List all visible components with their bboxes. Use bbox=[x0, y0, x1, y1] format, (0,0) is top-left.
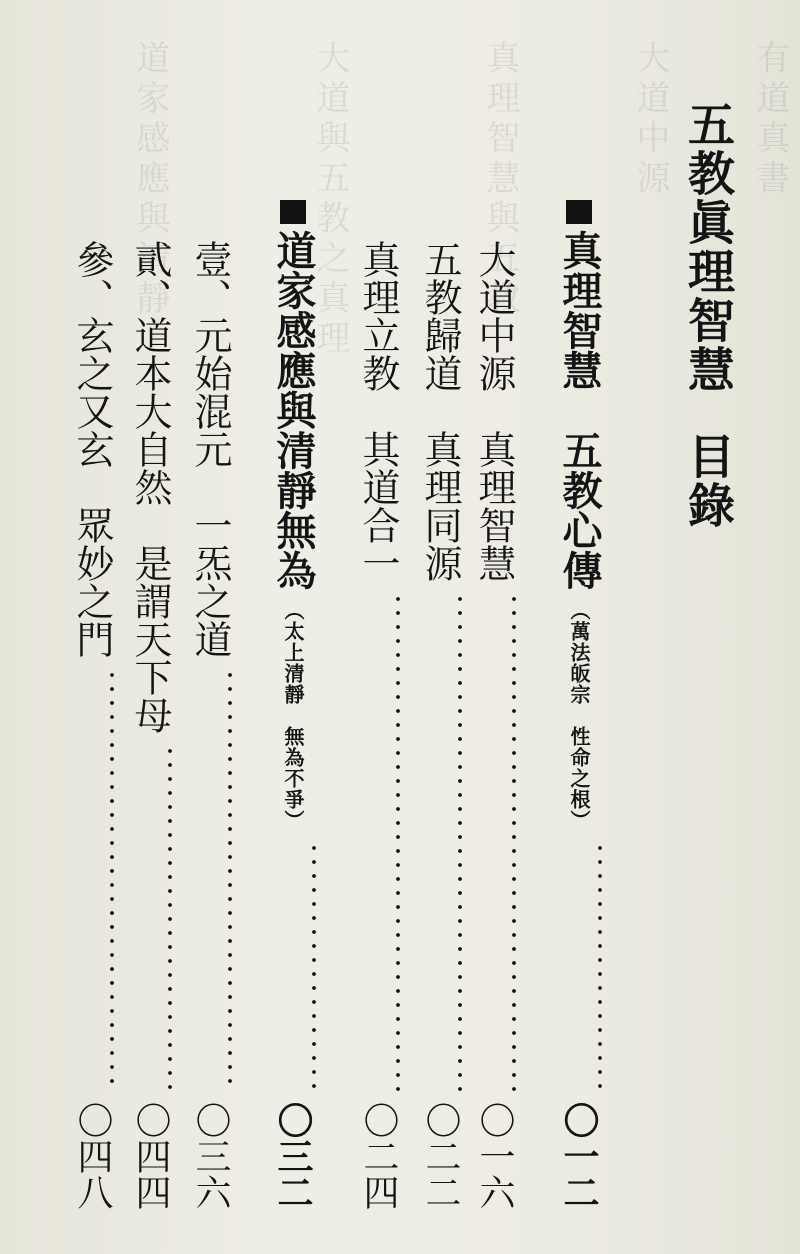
leader-dots bbox=[356, 592, 400, 1092]
toc-entry-text: 參、玄之又玄 眾妙之門 bbox=[70, 240, 114, 658]
page-number: 〇二二 bbox=[420, 1102, 461, 1210]
section-heading-2[interactable] bbox=[270, 200, 316, 1210]
leader-dots bbox=[188, 668, 232, 1092]
section-marker-icon bbox=[566, 200, 592, 224]
leader-dots bbox=[70, 668, 114, 1092]
toc-entry[interactable] bbox=[356, 240, 400, 1210]
section-subtitle: （萬法皈宗 性命之根） bbox=[567, 600, 591, 831]
page-number: 〇一二 bbox=[558, 1102, 600, 1210]
leader-dots bbox=[556, 841, 602, 1092]
bleed-column: 有道真書 bbox=[750, 40, 790, 200]
page-number: 〇三二 bbox=[272, 1102, 314, 1210]
leader-dots bbox=[472, 592, 516, 1092]
page-number: 〇四四 bbox=[130, 1102, 171, 1210]
page-number: 〇四八 bbox=[72, 1102, 113, 1210]
toc-entry-text: 真理立教 其道合一 bbox=[356, 240, 400, 582]
toc-title-main: 五教眞理智慧 bbox=[680, 100, 735, 394]
page-number: 〇二四 bbox=[358, 1102, 399, 1210]
toc-title bbox=[680, 100, 735, 530]
toc-entry-text: 大道中源 真理智慧 bbox=[472, 240, 516, 582]
section-heading-1[interactable] bbox=[556, 200, 602, 1210]
section-heading-text: 道家感應與清靜無為 bbox=[270, 230, 317, 590]
bleed-column: 大道中源 bbox=[630, 40, 670, 200]
toc-entry-text: 五教歸道 真理同源 bbox=[418, 240, 462, 582]
section-subtitle: （太上清靜 無為不爭） bbox=[281, 600, 305, 831]
bleed-column: 道家感應與清靜 bbox=[130, 40, 170, 320]
toc-entry[interactable] bbox=[128, 240, 172, 1210]
bleed-column: 真理智慧與五教 bbox=[480, 40, 520, 320]
section-marker-icon bbox=[280, 200, 306, 224]
toc-entry[interactable] bbox=[70, 240, 114, 1210]
toc-title-suffix: 目錄 bbox=[680, 432, 735, 530]
leader-dots bbox=[270, 841, 316, 1092]
toc-entry-text: 壹、元始混元 一炁之道 bbox=[188, 240, 232, 658]
toc-entry[interactable] bbox=[418, 240, 462, 1210]
toc-entry[interactable] bbox=[472, 240, 516, 1210]
page-number: 〇三六 bbox=[190, 1102, 231, 1210]
leader-dots bbox=[418, 592, 462, 1092]
toc-entry[interactable] bbox=[188, 240, 232, 1210]
section-heading-text: 真理智慧 五教心傳 bbox=[556, 230, 603, 590]
toc-entry-text: 貳、道本大自然 是謂天下母 bbox=[128, 240, 172, 734]
bleed-column: 大道與五教之真理 bbox=[310, 40, 350, 360]
leader-dots bbox=[128, 744, 172, 1092]
page-number: 〇一六 bbox=[474, 1102, 515, 1210]
